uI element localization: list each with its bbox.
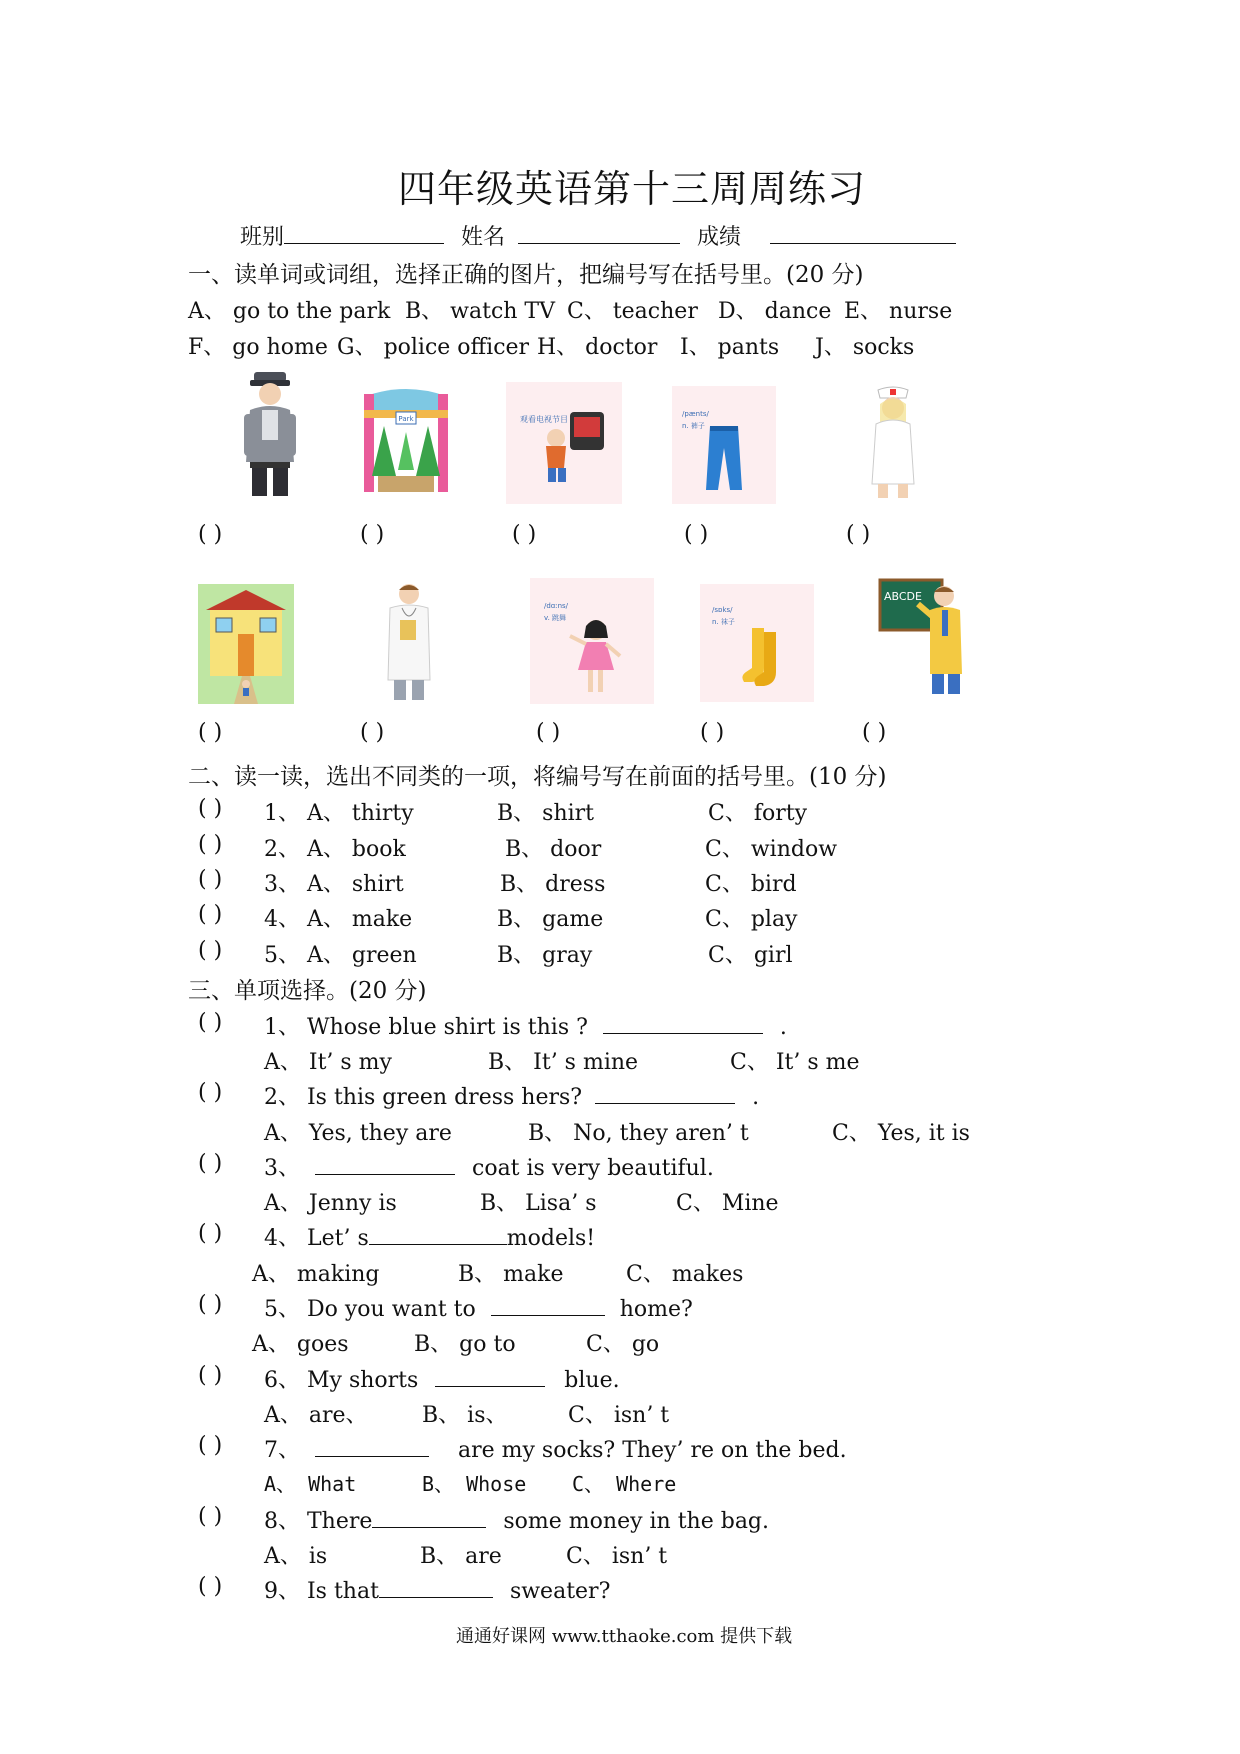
s3-q-rest: sweater? [509,1579,611,1604]
s3-q-text: 1、 Whose blue shirt is this ? [264,1015,588,1040]
s3-q-text: 2、 Is this green dress hers? [264,1085,583,1110]
s3-option-a: A、 It’ s my [264,1050,392,1075]
nurse-picture [862,384,924,502]
answer-blank[interactable] [379,1575,493,1598]
s3-answer-paren[interactable]: ( ) [198,1363,223,1388]
s3-option-a: A、 Yes, they are [264,1121,452,1146]
s2-item-b: B、 door [505,837,602,862]
info-line [240,220,956,251]
s2-item-b: B、 dress [500,872,606,897]
socks-word: n. 袜子 [712,618,735,626]
s3-q-rest: home? [619,1297,693,1322]
park-picture [360,386,452,496]
s2-item-b: B、 shirt [497,801,595,826]
s3-option-c: C、 isn’ t [566,1544,668,1569]
s1-option: B、 watch TV [405,299,555,324]
s3-question [264,1221,595,1252]
s2-answer-paren[interactable]: ( ) [198,796,223,821]
pants-picture [672,386,776,504]
score-blank [770,221,956,244]
s3-question [264,1574,610,1605]
s1-option: I、 pants [680,335,780,360]
s2-answer-paren[interactable]: ( ) [198,902,223,927]
section1-heading: 一、读单词或词组，选择正确的图片，把编号写在括号里。(20 分) [188,262,864,288]
class-label: 班别 [240,225,285,250]
s3-answer-paren[interactable]: ( ) [198,1433,223,1458]
dance-word: v. 跳舞 [544,614,567,622]
footer-text: 通通好课网 www.tthaoke.com 提供下载 [456,1626,793,1647]
answer-paren[interactable]: ( ) [536,720,561,745]
s2-item-c: C、 forty [708,801,808,826]
answer-paren[interactable]: ( ) [862,720,887,745]
class-blank [284,221,444,244]
s3-answer-paren[interactable]: ( ) [198,1504,223,1529]
s1-option: J、 socks [815,335,915,360]
s3-option-b: B、 No, they aren’ t [528,1121,749,1146]
s1-option: H、 doctor [537,335,658,360]
s2-item-a: 3、 A、 shirt [264,872,404,897]
s3-option-a: A、 Jenny is [264,1191,397,1216]
s2-item-a: 5、 A、 green [264,943,417,968]
s3-option-c: C、 Where [572,1472,677,1496]
dance-caption: /dɑːns/ [544,602,569,610]
score-label: 成绩 [697,225,742,250]
s3-answer-paren[interactable]: ( ) [198,1292,223,1317]
answer-paren[interactable]: ( ) [512,522,537,547]
s3-question [264,1504,769,1535]
s3-option-c: C、 go [586,1332,660,1357]
s3-question [264,1292,693,1323]
s3-option-b: B、 is、 [422,1403,508,1428]
police-officer-picture [240,370,300,500]
s2-item-b: B、 game [497,907,604,932]
answer-blank[interactable] [595,1081,735,1104]
s3-option-c: C、 It’ s me [730,1050,860,1075]
s2-item-a: 2、 A、 book [264,837,406,862]
s3-q-text: 4、 Let’ s [264,1226,369,1251]
page-title: 四年级英语第十三周周练习 [398,167,867,211]
answer-blank[interactable] [315,1152,455,1175]
answer-paren[interactable]: ( ) [360,522,385,547]
s2-answer-paren[interactable]: ( ) [198,867,223,892]
s3-option-a: A、 making [252,1262,380,1287]
s3-option-a: A、 are、 [264,1403,368,1428]
s2-answer-paren[interactable]: ( ) [198,938,223,963]
s3-option-c: C、 Mine [676,1191,779,1216]
pants-caption: /pænts/ [682,410,709,418]
dance-picture [530,578,654,704]
section2-heading: 二、读一读，选出不同类的一项，将编号写在前面的括号里。(10 分) [188,764,887,790]
answer-paren[interactable]: ( ) [360,720,385,745]
s3-q-text: 9、 Is that [264,1579,379,1604]
s2-item-c: C、 bird [705,872,797,897]
doctor-picture [380,580,438,704]
s3-q-text: 5、 Do you want to [264,1297,476,1322]
s3-q-rest: coat is very beautiful. [472,1156,714,1181]
s3-option-a: A、 goes [252,1332,349,1357]
s2-item-c: C、 play [705,907,798,932]
s3-question [264,1010,787,1041]
s2-item-c: C、 girl [708,943,793,968]
answer-blank[interactable] [435,1364,545,1387]
name-label: 姓名 [461,225,506,250]
s2-item-b: B、 gray [497,943,593,968]
s1-option: E、 nurse [844,299,953,324]
s2-answer-paren[interactable]: ( ) [198,832,223,857]
answer-paren[interactable]: ( ) [846,522,871,547]
park-sign-text: Park [398,415,414,423]
s3-question [264,1363,620,1394]
s3-q-rest: models! [506,1226,596,1251]
pants-word: n. 裤子 [682,422,705,430]
answer-paren[interactable]: ( ) [198,522,223,547]
s3-question [264,1151,714,1182]
s3-option-b: B、 are [420,1544,502,1569]
s1-option: D、 dance [718,299,832,324]
s3-answer-paren[interactable]: ( ) [198,1080,223,1105]
s3-q-text: 7、 [264,1438,300,1463]
s3-q-rest: are my socks? They’ re on the bed. [458,1438,847,1463]
s2-item-c: C、 window [705,837,838,862]
answer-paren[interactable]: ( ) [684,522,709,547]
s3-option-a: A、 What [264,1472,357,1496]
s1-option: C、 teacher [567,299,698,324]
s2-item-a: 1、 A、 thirty [264,801,414,826]
s3-q-end: . [779,1015,787,1040]
s3-option-c: C、 makes [626,1262,744,1287]
s1-option: F、 go home [188,335,328,360]
s3-q-rest: blue. [564,1368,620,1393]
section3-heading: 三、单项选择。(20 分) [188,978,427,1004]
s3-option-b: B、 Lisa’ s [480,1191,597,1216]
answer-paren[interactable]: ( ) [198,720,223,745]
s3-option-b: B、 go to [414,1332,516,1357]
answer-blank[interactable] [491,1293,605,1316]
answer-paren[interactable]: ( ) [700,720,725,745]
answer-blank[interactable] [603,1011,763,1034]
s3-option-b: B、 make [458,1262,564,1287]
socks-caption: /sɒks/ [712,606,733,614]
s3-q-text: 3、 [264,1156,300,1181]
watch-tv-picture [506,382,622,504]
go-home-picture [198,584,294,704]
s3-answer-paren[interactable]: ( ) [198,1221,223,1246]
answer-blank[interactable] [315,1434,429,1457]
s3-question [264,1080,759,1111]
s3-option-c: C、 isn’ t [568,1403,670,1428]
name-blank [518,221,680,244]
s1-option: A、 go to the park [188,299,391,324]
socks-picture [700,584,814,702]
s3-option-b: B、 It’ s mine [488,1050,639,1075]
board-text: ABCDE [884,590,922,603]
s2-item-a: 4、 A、 make [264,907,413,932]
s3-q-rest: some money in the bag. [503,1509,770,1534]
s3-option-a: A、 is [264,1544,328,1569]
s1-option: G、 police officer [337,335,530,360]
answer-blank[interactable] [369,1222,507,1245]
s3-answer-paren[interactable]: ( ) [198,1010,223,1035]
s3-option-b: B、 Whose [422,1472,527,1496]
s3-q-end: . [752,1085,760,1110]
s3-answer-paren[interactable]: ( ) [198,1574,223,1599]
tv-caption: 观看电视节目 [520,415,568,424]
s3-q-text: 6、 My shorts [264,1368,419,1393]
s3-q-text: 8、 There [264,1509,373,1534]
s3-question [264,1433,847,1464]
s3-option-c: C、 Yes, it is [832,1121,970,1146]
s3-answer-paren[interactable]: ( ) [198,1151,223,1176]
teacher-picture [878,576,970,696]
answer-blank[interactable] [372,1505,486,1528]
